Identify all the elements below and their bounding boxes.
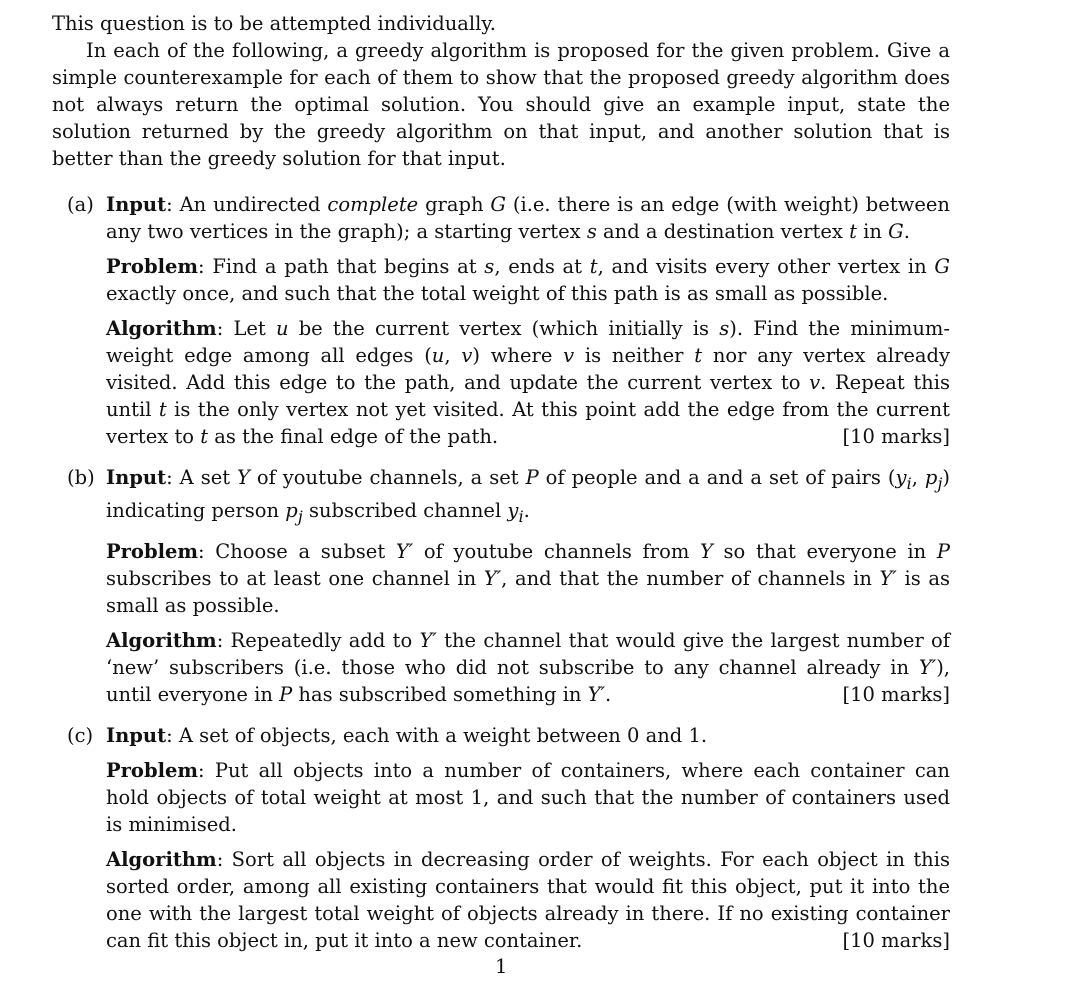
marks-label: [10 marks] [842, 682, 950, 706]
question-item-a [52, 191, 950, 450]
item-label: (c) [67, 723, 94, 747]
problem-paragraph: Problem: Choose a subset Y′ of youtube channels from Y so that everyone in P subscribes to at least one channel in Y′, and that the number of channels in Y′ is as small as possible. [106, 539, 950, 617]
algorithm-paragraph: Algorithm: Repeatedly add to Y′ the channel that would give the largest number of ‘new’ subscribers (i.e. those who did not subscribe to any channel already in Y′), until everyone in P has subscribed something in Y′. [10 marks] [106, 628, 950, 706]
question-list [52, 191, 950, 954]
intro-paragraph: In each of the following, a greedy algorithm is proposed for the given problem. Give a simple counterexample for each of them to show that the proposed greedy algorithm does not always return the optimal solution. You should give an example input, state the solution returned by the greedy algorithm on that input, and another solution that is better than the greedy solution for that input. [52, 39, 950, 170]
marks-label: [10 marks] [842, 928, 950, 952]
input-paragraph: Input: An undirected complete graph G (i.e. there is an edge (with weight) between any two vertices in the graph); a starting vertex s and a destination vertex t in G. [106, 193, 950, 243]
page-number: 1 [495, 955, 508, 978]
input-paragraph: Input: A set Y of youtube channels, a set P of people and a and a set of pairs ($y_i$, $p_j$) indicating person $p_j$ subscribed channel $y_i$. [106, 466, 950, 526]
problem-paragraph: Problem: Put all objects into a number of containers, where each container can hold objects of total weight at most 1, and such that the number of containers used is minimised. [106, 758, 950, 836]
algorithm-paragraph: Algorithm: Sort all objects in decreasing order of weights. For each object in this sorted order, among all existing containers that would fit this object, put it into the one with the largest total weight of objects already in there. If no existing container can fit this object in, put it into a new container. [10 marks] [106, 847, 950, 952]
document-page [52, 10, 950, 968]
question-item-c [52, 722, 950, 954]
algorithm-paragraph: Algorithm: Let u be the current vertex (which initially is s). Find the minimum-weight edge among all edges (u, v) where v is neither t nor any vertex already visited. Add this edge to the path, and update the current vertex to v. Repeat this until t is the only vertex not yet visited. At this point add the edge from the current vertex to t as the final edge of the path. [10 marks] [106, 317, 950, 448]
marks-label: [10 marks] [842, 425, 950, 448]
question-item-b [52, 464, 950, 708]
problem-paragraph: Problem: Find a path that begins at s, ends at t, and visits every other vertex in G exactly once, and such that the total weight of this path is as small as possible. [106, 255, 950, 305]
input-paragraph: Input: A set of objects, each with a weight between 0 and 1. [106, 723, 708, 747]
item-label: (a) [67, 193, 94, 216]
item-label: (b) [67, 466, 95, 489]
individual-note: This question is to be attempted individually. [52, 12, 497, 35]
